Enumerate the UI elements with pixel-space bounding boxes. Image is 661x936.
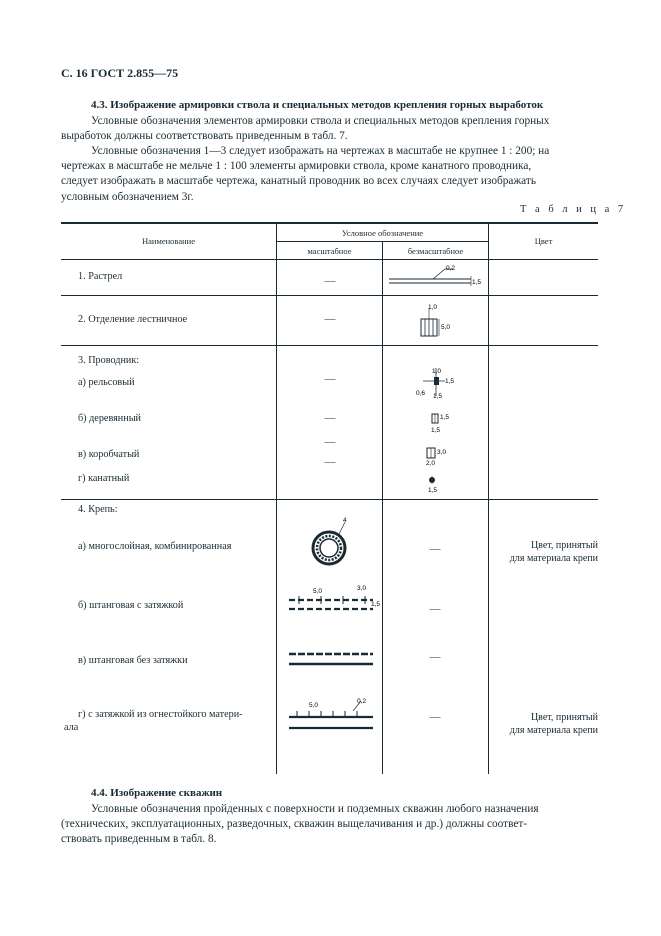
dash-rastrel: — xyxy=(324,275,336,287)
dash-bolt-no-lagging: — xyxy=(429,651,441,663)
row-support-fireproof-line2: ала xyxy=(64,722,79,733)
section-4-3-title: 4.3. Изображение армировки ствола и специальных методов крепления горных выработок xyxy=(91,99,544,111)
header-scaled: масштабное xyxy=(307,246,352,256)
para2-line3: следует изображать в масштабе чертежа, канатный проводник во всех случаях следует изображать xyxy=(61,175,536,188)
header-name: Наименование xyxy=(142,236,195,246)
dim-label: 0,2 xyxy=(357,698,367,705)
row-support-fireproof-line1: г) с затяжкой из огнестойкого матери- xyxy=(78,709,243,720)
header-unscaled: безмасштабное xyxy=(407,246,464,256)
dim-label: 1,0 xyxy=(428,304,438,311)
color-note-line2: для материала крепи xyxy=(509,725,598,736)
dim-label: 1,5 xyxy=(445,378,455,385)
col-rule-3 xyxy=(488,223,489,774)
dash-bolt-lagging: — xyxy=(429,603,441,615)
dim-label: 3,0 xyxy=(357,585,367,592)
row-guide-box: в) коробчатый xyxy=(78,449,140,460)
para-4-4-line1: Условные обозначения пройденных с поверхности и подземных скважин любого назначения xyxy=(91,803,539,815)
symbol-rail-guide xyxy=(383,364,488,400)
table-caption: Т а б л и ц а 7 xyxy=(520,204,627,215)
dim-label: 0,6 xyxy=(416,390,426,397)
dash-fireproof: — xyxy=(429,711,441,723)
dim-label: 4 xyxy=(343,517,347,524)
row-support-bolt-no-lagging: в) штанговая без затяжки xyxy=(78,655,188,666)
para2-line2: чертежах в масштабе не мельче 1 : 100 элементы армировки ствола, кроме канатного проводника, xyxy=(61,160,532,173)
row-guide-rail: а) рельсовый xyxy=(78,377,135,388)
row-support-bolt-lagging: б) штанговая с затяжкой xyxy=(78,600,184,611)
symbol-box-guide xyxy=(383,443,488,469)
dim-label: 2,0 xyxy=(426,460,436,467)
symbol-multilayer-support xyxy=(277,512,382,574)
dim-label: 5,0 xyxy=(309,702,319,709)
dash-wooden: — xyxy=(324,412,336,424)
section-4-4-title: 4.4. Изображение скважин xyxy=(91,787,223,799)
para2-line1: Условные обозначения 1—3 следует изображать на чертежах в масштабе не крупнее 1 : 200; на xyxy=(91,145,550,157)
row-rule-2 xyxy=(61,345,598,346)
dim-label: 5,0 xyxy=(441,324,451,331)
dim-label: 1,5 xyxy=(433,393,443,400)
row-guide-rope: г) канатный xyxy=(78,473,130,484)
symbol-rope-guide xyxy=(383,470,488,496)
section-4-3-para2 xyxy=(61,144,598,205)
symbol-bolt-with-lagging xyxy=(277,582,382,620)
header-color: Цвет xyxy=(534,236,553,246)
color-note-fireproof xyxy=(489,711,598,737)
dim-label: 5,0 xyxy=(313,588,323,595)
dash-box-2: — xyxy=(324,456,336,468)
symbol-fireproof-lagging xyxy=(277,695,382,739)
row-ladder-compartment: 2. Отделение лестничное xyxy=(78,314,188,325)
para1-line2: выработок должны соответствовать приведенным в табл. 7. xyxy=(61,130,348,143)
dim-label: 1,0 xyxy=(432,368,442,375)
dash-box-1: — xyxy=(324,436,336,448)
dim-label: 0,2 xyxy=(446,265,456,272)
dim-label: 1,5 xyxy=(472,279,482,286)
symbol-wooden-guide xyxy=(383,407,488,435)
para1-line1: Условные обозначения элементов армировки ствола и специальных методов крепления горных xyxy=(91,115,550,127)
symbol-bolt-without-lagging xyxy=(277,645,382,673)
row-rule-1 xyxy=(61,295,598,296)
row-rule-3 xyxy=(61,499,598,500)
row-rastrel: 1. Растрел xyxy=(78,271,123,282)
color-note-line2: для материала крепи xyxy=(509,553,598,564)
dash-multilayer: — xyxy=(429,543,441,555)
row-guide-wooden: б) деревянный xyxy=(78,413,142,424)
symbol-ladder xyxy=(383,300,488,342)
para-4-4-line3: ствовать приведенным в табл. 8. xyxy=(61,833,217,846)
header-bottom-rule xyxy=(61,259,598,260)
color-note-multilayer xyxy=(489,539,598,565)
section-4-4-para xyxy=(61,802,598,848)
symbol-rastrel xyxy=(383,262,488,292)
row-support-multilayer: а) многослойная, комбинированная xyxy=(78,541,232,552)
header-symbol: Условное обозначение xyxy=(341,228,424,238)
para2-line4: условным обозначением 3г. xyxy=(61,190,194,203)
dim-label: 1,5 xyxy=(431,427,441,434)
dash-ladder: — xyxy=(324,313,336,325)
dim-label: 1,5 xyxy=(440,414,450,421)
row-support: 4. Крепь: xyxy=(78,504,118,515)
dim-label: 1,5 xyxy=(371,601,381,608)
para-4-4-line2: (технических, эксплуатационных, разведочных, скважин выщелачивания и др.) должны соответ- xyxy=(61,818,528,831)
dim-label: 1,5 xyxy=(428,487,438,494)
color-note-line1: Цвет, принятый xyxy=(530,712,598,723)
color-note-line1: Цвет, принятый xyxy=(530,540,598,551)
section-4-3-para1 xyxy=(61,114,598,144)
dim-label: 3,0 xyxy=(437,449,447,456)
row-guide: 3. Проводник: xyxy=(78,355,140,366)
col-rule-1 xyxy=(276,223,277,774)
table-top-rule xyxy=(61,222,598,224)
page-header: С. 16 ГОСТ 2.855—75 xyxy=(61,66,179,80)
dash-rail: — xyxy=(324,373,336,385)
